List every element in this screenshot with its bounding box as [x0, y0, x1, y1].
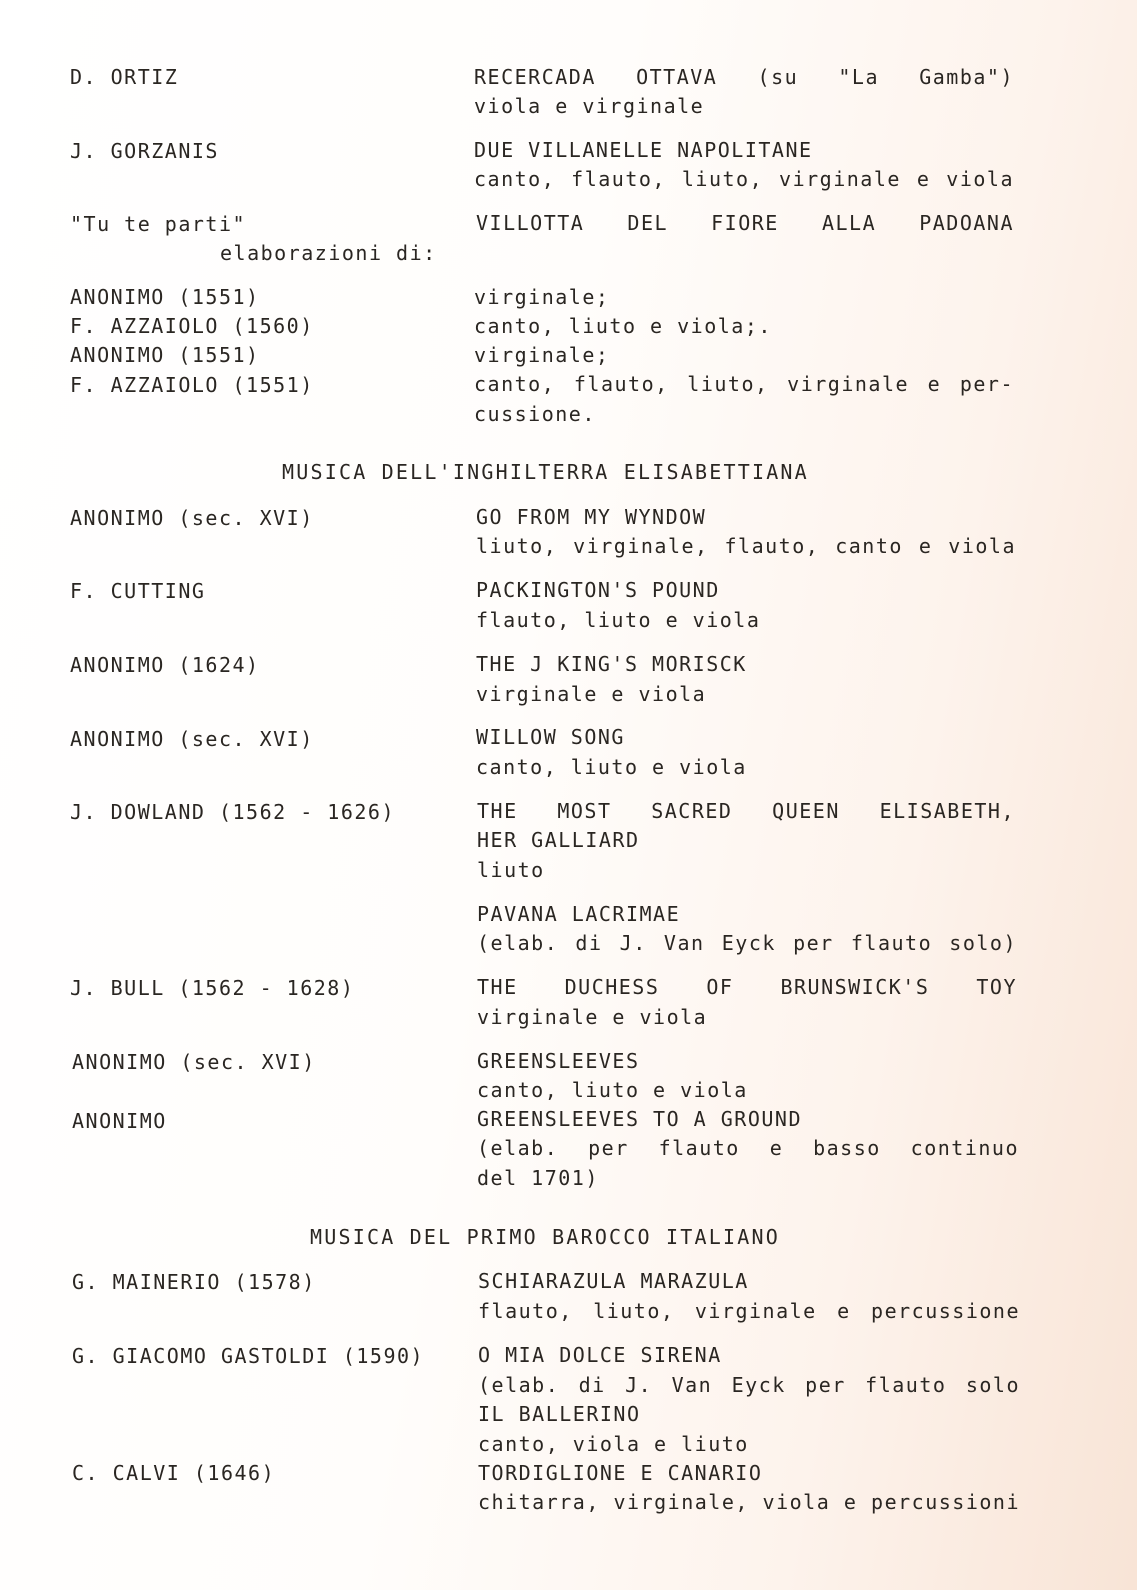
instrumentation: canto, liuto e viola [477, 1078, 748, 1102]
instrumentation: canto, flauto, liuto, virginale e viola [474, 167, 1014, 191]
instrumentation: virginale; [474, 285, 610, 309]
composer: F. AZZAIOLO (1560) [70, 314, 314, 338]
section-heading: MUSICA DEL PRIMO BAROCCO ITALIANO [310, 1225, 780, 1249]
composer: F. AZZAIOLO (1551) [70, 373, 314, 397]
instrumentation: liuto [477, 858, 545, 882]
composer: ANONIMO (sec. XVI) [70, 506, 314, 530]
elaborations-label: elaborazioni di: [220, 241, 437, 265]
instrumentation: flauto, liuto, virginale e percussione [478, 1299, 1020, 1323]
instrumentation: liuto, virginale, flauto, canto e viola [476, 534, 1016, 558]
instrumentation-continued: del 1701) [477, 1166, 599, 1190]
composer: G. MAINERIO (1578) [72, 1270, 316, 1294]
piece-title: PAVANA LACRIMAE [477, 902, 681, 926]
composer: ANONIMO (1551) [70, 285, 260, 309]
instrumentation: (elab. di J. Van Eyck per flauto solo) [477, 931, 1017, 955]
piece-title: DUE VILLANELLE NAPOLITANE [474, 138, 813, 162]
piece-title: GREENSLEEVES TO A GROUND [477, 1107, 802, 1131]
composer: J. GORZANIS [70, 139, 219, 163]
section-heading: MUSICA DELL'INGHILTERRA ELISABETTIANA [282, 460, 809, 484]
piece-title: THE J KING'S MORISCK [476, 652, 747, 676]
instrumentation: canto, flauto, liuto, virginale e per- [474, 372, 1014, 396]
instrumentation: virginale; [474, 343, 610, 367]
piece-title: THE MOST SACRED QUEEN ELISABETH, [477, 799, 1015, 823]
piece-title: VILLOTTA DEL FIORE ALLA PADOANA [476, 211, 1014, 235]
composer: ANONIMO (1551) [70, 343, 260, 367]
instrumentation: (elab. di J. Van Eyck per flauto solo [478, 1373, 1020, 1397]
instrumentation: virginale e viola [476, 682, 707, 706]
instrumentation: viola e virginale [474, 94, 705, 118]
piece-title: GREENSLEEVES [477, 1049, 640, 1073]
piece-title: TORDIGLIONE E CANARIO [478, 1461, 763, 1485]
instrumentation: virginale e viola [477, 1005, 708, 1029]
song-title: "Tu te parti" [70, 212, 247, 236]
piece-title: THE DUCHESS OF BRUNSWICK'S TOY [477, 975, 1017, 999]
piece-title: WILLOW SONG [476, 725, 625, 749]
composer: C. CALVI (1646) [72, 1461, 276, 1485]
composer: ANONIMO (1624) [70, 653, 260, 677]
composer: J. DOWLAND (1562 - 1626) [70, 800, 395, 824]
composer: G. GIACOMO GASTOLDI (1590) [72, 1344, 425, 1368]
piece-title: PACKINGTON'S POUND [476, 578, 720, 602]
piece-title: O MIA DOLCE SIRENA [478, 1343, 722, 1367]
instrumentation: canto, viola e liuto [478, 1432, 749, 1456]
composer: F. CUTTING [70, 579, 206, 603]
instrumentation: (elab. per flauto e basso continuo [477, 1136, 1019, 1160]
instrumentation: flauto, liuto e viola [476, 608, 761, 632]
composer: D. ORTIZ [70, 65, 179, 89]
instrumentation: canto, liuto e viola;. [474, 314, 772, 338]
piece-title-continued: HER GALLIARD [477, 828, 640, 852]
instrumentation: chitarra, virginale, viola e percussioni [478, 1490, 1020, 1514]
piece-title: GO FROM MY WYNDOW [476, 505, 707, 529]
composer: ANONIMO [72, 1109, 167, 1133]
piece-title: RECERCADA OTTAVA (su "La Gamba") [474, 65, 1014, 89]
piece-title: IL BALLERINO [478, 1402, 641, 1426]
instrumentation: canto, liuto e viola [476, 755, 747, 779]
composer: J. BULL (1562 - 1628) [70, 976, 355, 1000]
piece-title: SCHIARAZULA MARAZULA [478, 1269, 749, 1293]
instrumentation-continued: cussione. [474, 402, 596, 426]
composer: ANONIMO (sec. XVI) [72, 1050, 316, 1074]
composer: ANONIMO (sec. XVI) [70, 727, 314, 751]
